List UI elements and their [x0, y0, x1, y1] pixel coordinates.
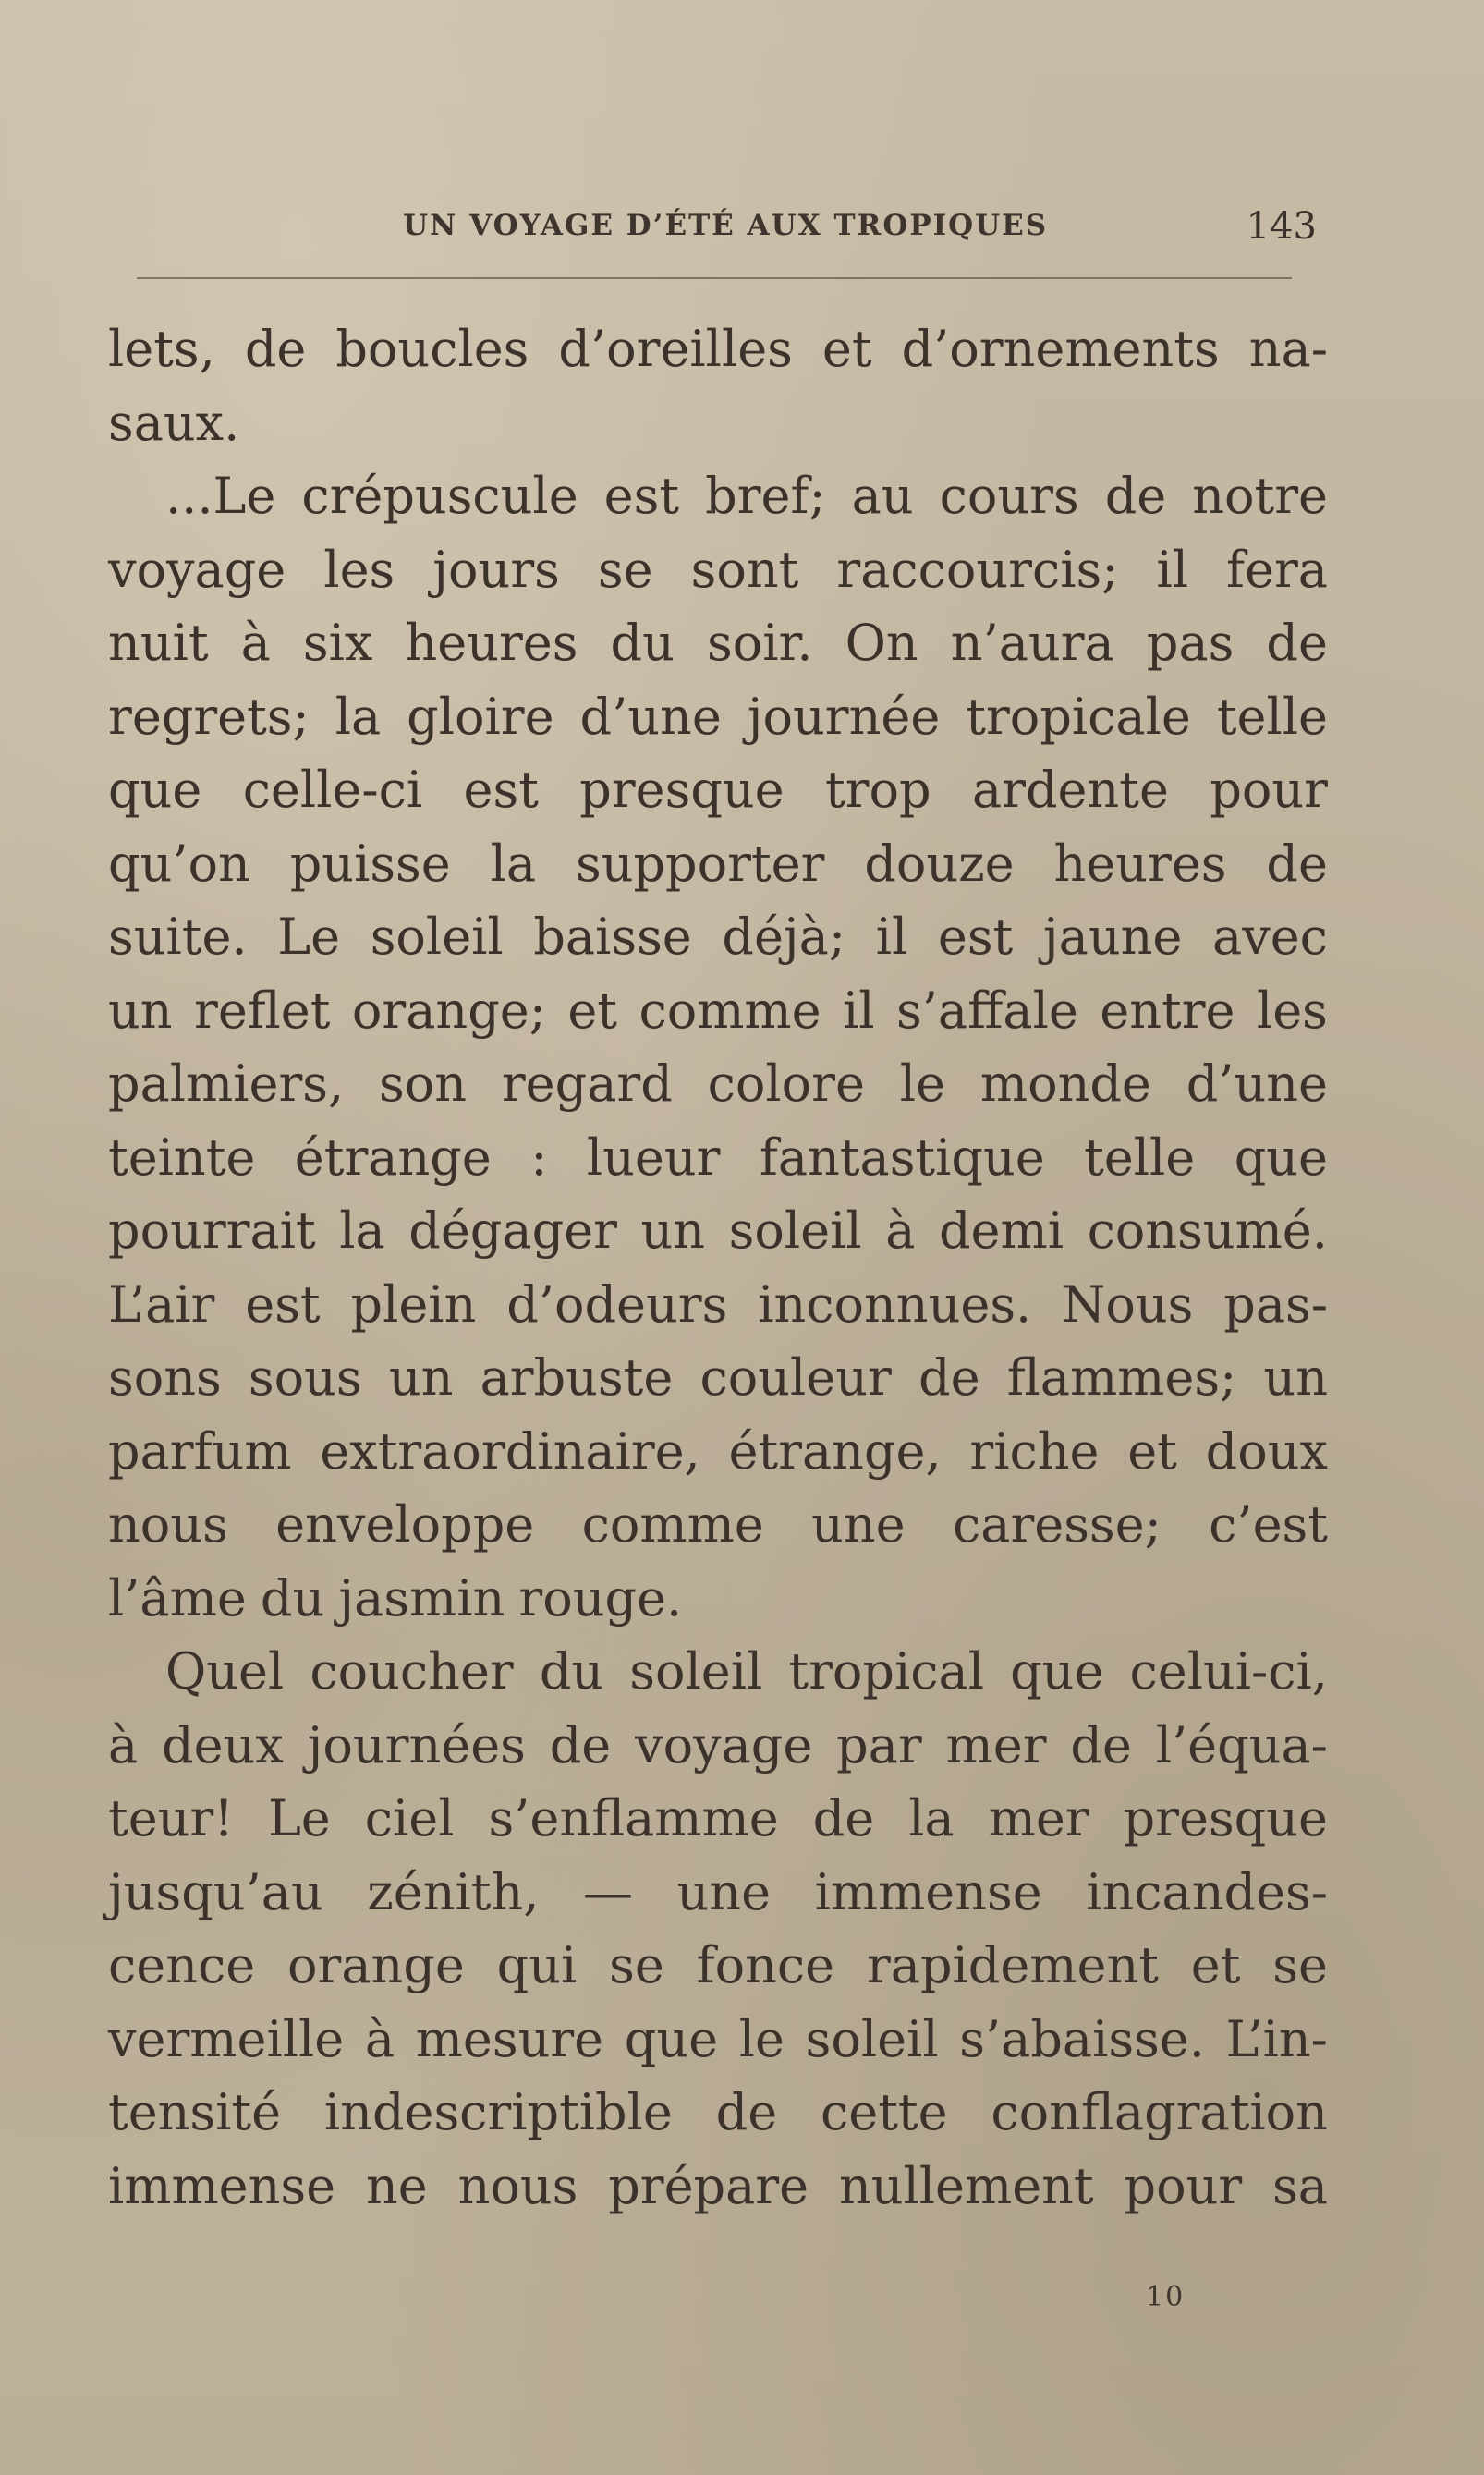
word: d’oreilles: [558, 320, 793, 378]
word: boucles: [335, 320, 529, 378]
word: ne: [365, 2156, 428, 2215]
word: une: [676, 1862, 772, 1921]
word: mesure: [415, 2009, 604, 2068]
word: prépare: [608, 2156, 809, 2215]
word: de: [1266, 834, 1328, 893]
word: il: [843, 981, 875, 1040]
word: du: [260, 1568, 325, 1628]
word: extraordinaire,: [320, 1421, 700, 1481]
word: parfum: [108, 1421, 292, 1481]
running-head: [111, 205, 1317, 251]
word: d’une: [1186, 1055, 1328, 1113]
word: il: [875, 908, 908, 966]
word: de: [549, 1715, 612, 1774]
word: s’affale: [896, 981, 1078, 1040]
word: voyage: [108, 540, 286, 599]
word: na-: [1248, 320, 1328, 378]
word: immense: [108, 2156, 336, 2215]
word: celui-ci,: [1129, 1642, 1328, 1701]
text-line: [108, 1047, 1328, 1121]
word: rapidement: [866, 1936, 1159, 1994]
word: de: [1266, 614, 1328, 672]
word: baisse: [533, 908, 692, 966]
word: et: [1190, 1936, 1241, 1994]
word: de: [715, 2083, 778, 2141]
word: presque: [1123, 1789, 1328, 1847]
header-rule: [137, 277, 1292, 279]
word: Quel: [165, 1642, 285, 1701]
word: jasmin: [338, 1568, 505, 1628]
word: sa: [1272, 2156, 1328, 2215]
word: fonce: [696, 1936, 835, 1994]
word: sons: [108, 1348, 222, 1407]
word: d’une: [579, 687, 722, 746]
word: journées: [307, 1715, 526, 1774]
word: que: [624, 2009, 719, 2068]
word: palmiers,: [108, 1055, 345, 1113]
word: immense: [814, 1862, 1042, 1921]
word: saux.: [108, 393, 240, 452]
word: se: [609, 1936, 664, 1994]
word: entre: [1100, 981, 1235, 1040]
word: comme: [639, 981, 821, 1040]
word: à: [108, 1715, 139, 1774]
word: cence: [108, 1936, 256, 1994]
word: tensité: [108, 2083, 282, 2141]
word: d’ornements: [901, 320, 1220, 378]
word: :: [530, 1128, 548, 1187]
word: jusqu’au: [108, 1862, 323, 1921]
word: l’âme: [108, 1568, 247, 1628]
text-line: [108, 1488, 1328, 1562]
word: doux: [1205, 1421, 1328, 1481]
word: nuit: [108, 614, 209, 672]
word: la: [908, 1789, 955, 1847]
word: et: [821, 320, 872, 378]
word: colore: [707, 1055, 865, 1113]
word: conflagration: [991, 2083, 1328, 2141]
word: nous: [108, 1495, 228, 1554]
text-line: [108, 533, 1328, 607]
word: cours: [939, 467, 1079, 525]
text-line: [108, 1562, 1328, 1636]
word: monde: [979, 1055, 1151, 1113]
word: se: [597, 540, 653, 599]
word: jaune: [1042, 908, 1183, 966]
word: telle: [1084, 1128, 1196, 1187]
word: et: [567, 981, 618, 1040]
word: les: [323, 540, 395, 599]
word: regrets;: [108, 687, 310, 746]
text-line: [108, 1856, 1328, 1930]
word: par: [836, 1715, 922, 1774]
word: tropicale: [966, 687, 1191, 746]
text-line: [108, 1341, 1328, 1415]
word: suite.: [108, 908, 248, 966]
text-line: [108, 1121, 1328, 1195]
word: la: [335, 687, 382, 746]
running-title: UN VOYAGE D’ÉTÉ AUX TROPIQUES: [403, 209, 1049, 242]
word: du: [610, 614, 675, 672]
word: la: [490, 834, 537, 893]
word: à: [240, 614, 271, 672]
word: est: [937, 908, 1014, 966]
word: ciel: [364, 1789, 455, 1847]
word: L’air: [108, 1274, 215, 1334]
word: lueur: [586, 1128, 721, 1187]
word: Nous: [1062, 1274, 1194, 1334]
word: deux: [162, 1715, 284, 1774]
word: Le: [267, 1789, 331, 1847]
text-line: [108, 827, 1328, 901]
word: zénith,: [367, 1862, 540, 1921]
text-line: [108, 1929, 1328, 2003]
word: demi: [938, 1201, 1064, 1260]
word: plein: [350, 1274, 477, 1334]
word: un: [1263, 1348, 1328, 1407]
word: fantastique: [759, 1128, 1045, 1187]
signature-mark: 10: [1146, 2281, 1186, 2313]
word: douze: [864, 834, 1015, 893]
word: le: [738, 2009, 785, 2068]
word: pour: [1210, 761, 1328, 819]
word: de: [1104, 467, 1167, 525]
word: mer: [988, 1789, 1089, 1847]
word: puisse: [289, 834, 451, 893]
word: les: [1256, 981, 1328, 1040]
word: la: [339, 1201, 385, 1260]
word: avec: [1212, 908, 1328, 966]
word: telle: [1216, 687, 1328, 746]
word: six: [302, 614, 373, 672]
word: de: [244, 320, 307, 378]
word: sont: [690, 540, 799, 599]
text-line: [108, 606, 1328, 680]
word: —: [582, 1862, 633, 1921]
word: notre: [1192, 467, 1328, 525]
word: regard: [501, 1055, 673, 1113]
word: raccourcis;: [836, 540, 1119, 599]
word: de: [1070, 1715, 1132, 1774]
word: sous: [248, 1348, 362, 1407]
text-line: [108, 2076, 1328, 2150]
word: pour: [1124, 2156, 1243, 2215]
word: arbuste: [480, 1348, 674, 1407]
word: du: [539, 1642, 604, 1701]
page-number: 143: [1246, 205, 1317, 248]
word: se: [1272, 1936, 1328, 1994]
word: soleil: [629, 1642, 763, 1701]
word: Le: [277, 908, 341, 966]
word: qu’on: [108, 834, 250, 893]
word: pas: [1146, 614, 1235, 672]
word: il: [1156, 540, 1188, 599]
word: cette: [821, 2083, 948, 2141]
word: journée: [747, 687, 941, 746]
word: que: [1234, 1128, 1328, 1187]
word: enveloppe: [275, 1495, 535, 1554]
word: tropical: [788, 1642, 984, 1701]
word: que: [108, 761, 202, 819]
word: est: [463, 761, 539, 819]
word: inconnues.: [758, 1274, 1032, 1334]
text-line: [108, 1782, 1328, 1856]
word: ...Le: [165, 467, 276, 525]
word: au: [851, 467, 914, 525]
text-line: [108, 753, 1328, 827]
word: jours: [432, 540, 560, 599]
word: dégager: [408, 1201, 617, 1260]
word: pourrait: [108, 1201, 316, 1260]
word: teinte: [108, 1128, 256, 1187]
word: d’odeurs: [506, 1274, 728, 1334]
word: s’enflamme: [488, 1789, 779, 1847]
word: consumé.: [1087, 1201, 1328, 1260]
word: crépuscule: [301, 467, 578, 525]
text-line: [108, 2003, 1328, 2077]
word: un: [108, 981, 173, 1040]
word: pas-: [1223, 1274, 1328, 1334]
word: orange;: [351, 981, 546, 1040]
word: couleur: [699, 1348, 892, 1407]
word: L’in-: [1225, 2009, 1328, 2068]
word: soleil: [805, 2009, 939, 2068]
word: caresse;: [953, 1495, 1162, 1554]
word: soir.: [707, 614, 813, 672]
text-line: [108, 1709, 1328, 1783]
word: l’équa-: [1155, 1715, 1328, 1774]
text-line: [108, 386, 1328, 460]
word: heures: [405, 614, 578, 672]
word: On: [845, 614, 918, 672]
word: et: [1127, 1421, 1177, 1481]
word: incandes-: [1086, 1862, 1328, 1921]
word: flammes;: [1006, 1348, 1237, 1407]
word: coucher: [310, 1642, 514, 1701]
word: de: [918, 1348, 980, 1407]
word: un: [388, 1348, 454, 1407]
word: déjà;: [722, 908, 846, 966]
word: son: [379, 1055, 468, 1113]
word: comme: [581, 1495, 764, 1554]
word: nullement: [838, 2156, 1094, 2215]
text-line: [108, 1635, 1328, 1709]
word: étrange: [294, 1128, 492, 1187]
word: supporter: [576, 834, 825, 893]
word: c’est: [1209, 1495, 1328, 1554]
text-line: [108, 680, 1328, 754]
word: est: [245, 1274, 321, 1334]
word: fera: [1226, 540, 1328, 599]
word: lets,: [108, 320, 215, 378]
word: une: [811, 1495, 906, 1554]
word: mer: [945, 1715, 1047, 1774]
word: gloire: [407, 687, 554, 746]
word: presque: [579, 761, 785, 819]
text-line: [108, 459, 1328, 533]
word: un: [640, 1201, 706, 1260]
word: trop: [825, 761, 931, 819]
text-line: [108, 1268, 1328, 1342]
text-line: [108, 1194, 1328, 1268]
text-line: [108, 2150, 1328, 2224]
word: qui: [496, 1936, 578, 1994]
word: s’abaisse.: [959, 2009, 1205, 2068]
text-line: [108, 312, 1328, 386]
word: reflet: [194, 981, 331, 1040]
word: que: [1010, 1642, 1104, 1701]
word: vermeille: [108, 2009, 345, 2068]
word: à: [885, 1201, 916, 1260]
word: nous: [457, 2156, 578, 2215]
word: rouge.: [518, 1568, 683, 1628]
text-line: [108, 1415, 1328, 1489]
word: étrange,: [728, 1421, 942, 1481]
word: heures: [1053, 834, 1227, 893]
word: soleil: [728, 1201, 862, 1260]
word: de: [812, 1789, 875, 1847]
word: n’aura: [950, 614, 1114, 672]
word: soleil: [370, 908, 504, 966]
word: voyage: [635, 1715, 813, 1774]
word: teur!: [108, 1789, 234, 1847]
word: indescriptible: [323, 2083, 673, 2141]
word: celle-ci: [242, 761, 423, 819]
text-line: [108, 974, 1328, 1048]
word: le: [899, 1055, 946, 1113]
body-text: [108, 312, 1328, 2223]
text-line: [108, 900, 1328, 974]
word: orange: [287, 1936, 465, 1994]
word: ardente: [971, 761, 1169, 819]
word: est: [603, 467, 680, 525]
word: à: [364, 2009, 395, 2068]
word: bref;: [705, 467, 826, 525]
word: riche: [969, 1421, 1100, 1481]
